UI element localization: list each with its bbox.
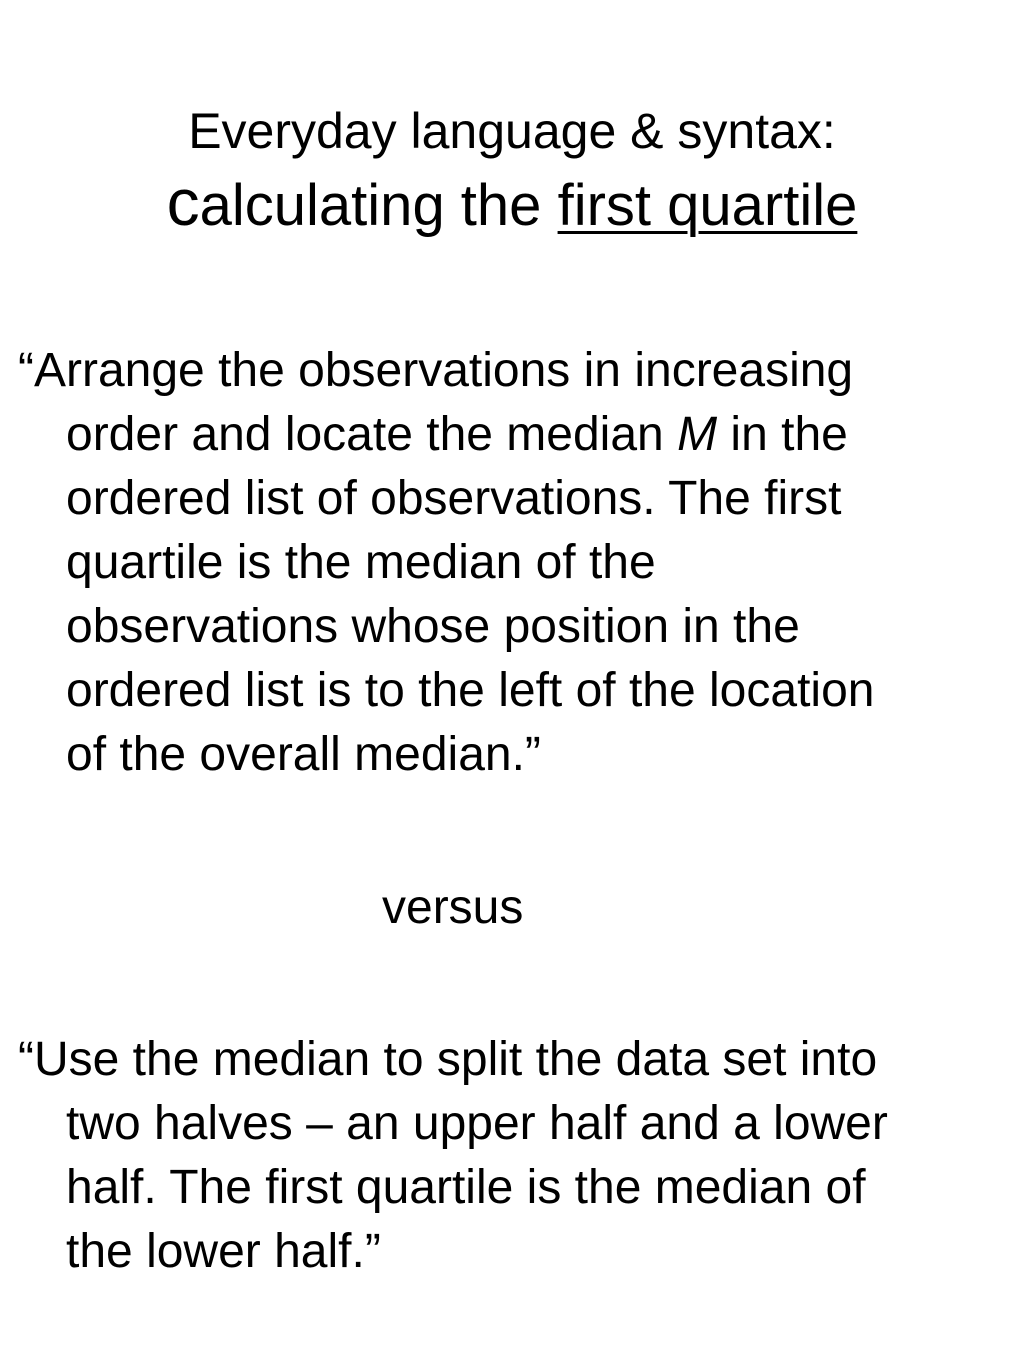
title-underlined-term: first quartile <box>557 173 858 238</box>
quote1-line-2-post: in the <box>730 408 848 461</box>
median-symbol: M <box>677 408 718 461</box>
quote2-line-3: half. The first quartile is the median of <box>66 1161 866 1214</box>
textbook-definition-quote <box>0 339 1010 787</box>
versus-label: versus <box>382 881 524 934</box>
quote1-line-5: observations whose position in the <box>66 600 800 653</box>
everyday-definition-quote <box>0 1028 1010 1284</box>
title-line-2 <box>0 164 1024 244</box>
quote1-line-2-pre: order and locate the median <box>66 408 664 461</box>
quote1-line-3: ordered list of observations. The first <box>66 472 842 525</box>
slide-title <box>0 98 1024 244</box>
quote2-line-1: “Use the median to split the data set into <box>18 1033 878 1086</box>
title-line-1: Everyday language & syntax: <box>188 103 836 159</box>
quote1-line-1: “Arrange the observations in increasing <box>18 344 854 397</box>
quote2-line-4: the lower half.” <box>66 1225 381 1278</box>
quote1-line-7: of the overall median.” <box>66 728 541 781</box>
title-first-letter: c <box>166 165 200 239</box>
quote1-line-2 <box>66 403 1010 467</box>
quote1-line-6: ordered list is to the left of the location <box>66 664 875 717</box>
quote1-line-4: quartile is the median of the <box>66 536 656 589</box>
quote2-line-2: two halves – an upper half and a lower <box>66 1097 888 1150</box>
title-line-2-text: alculating the <box>199 173 542 238</box>
